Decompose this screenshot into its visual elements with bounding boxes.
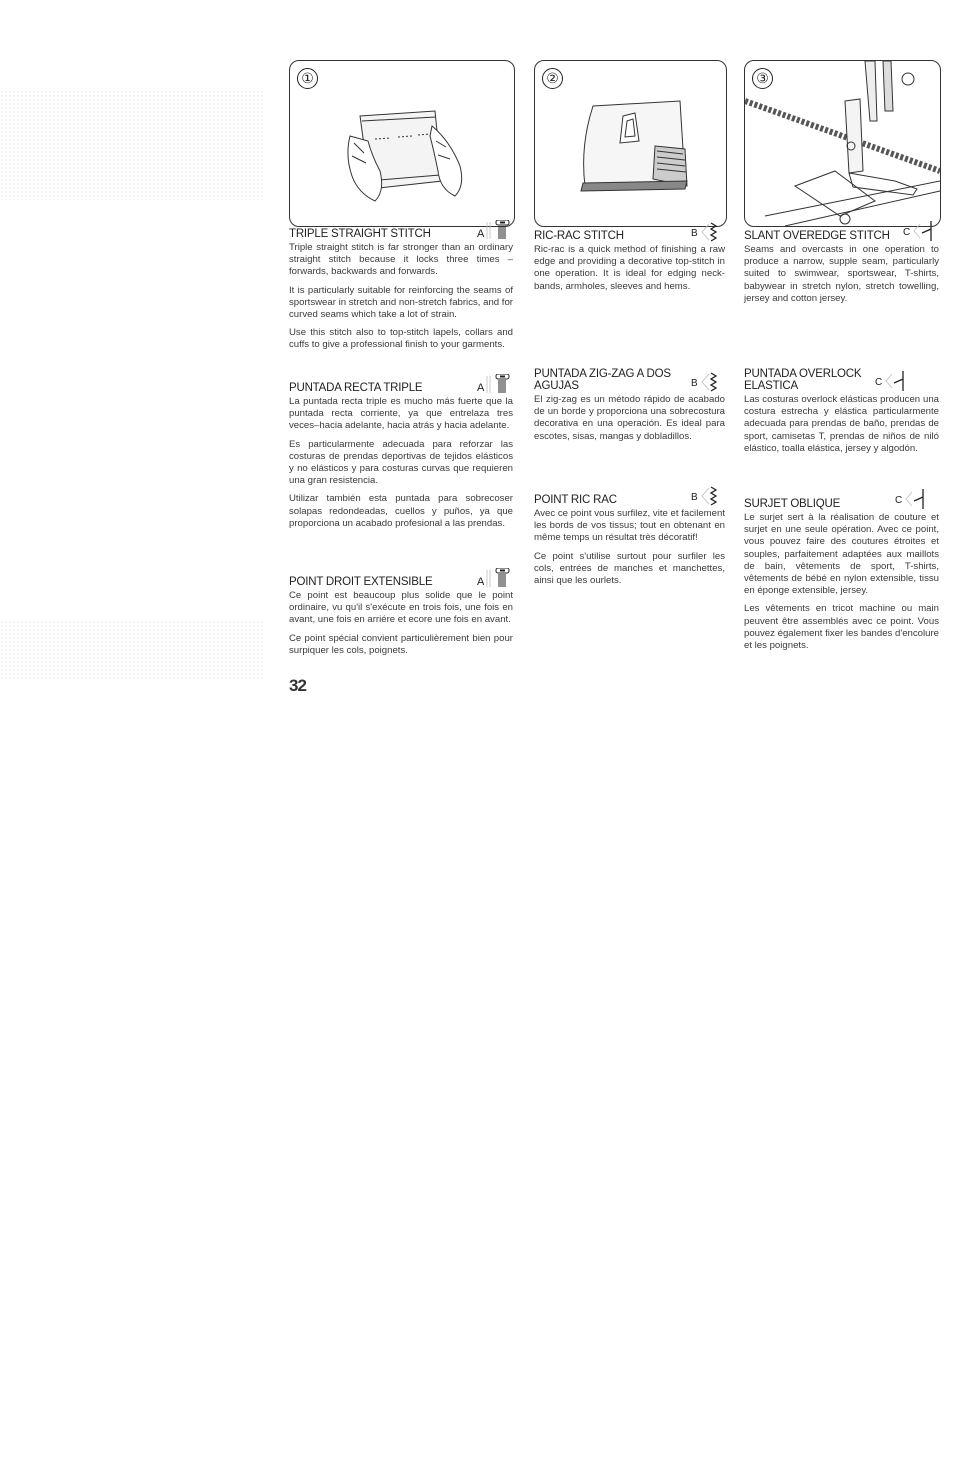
section-puntada-overlock [744,368,939,461]
heading-text: PUNTADA RECTA TRIPLE [289,382,423,394]
section-heading [744,495,939,510]
section-heading [534,230,725,242]
panel-number: ② [542,68,563,89]
section-ric-rac-stitch [534,230,725,299]
paragraph: Les vêtements en tricot machine ou main peuvent être assemblés avec ce point. Vous pouvez également fixer les bandes d'encolure et les poignets. [744,603,939,652]
heading-text: SLANT OVEREDGE STITCH [744,230,890,242]
fabric-hands-illustration [290,61,514,226]
scan-noise [0,620,265,680]
paragraph: Le surjet sert à la réalisation de couture et surjet en une seule opération. Avec ce point, vous pouvez faire des coutures étroites et souples, parfaitement adaptées aux maillots de bain, vêtements de sport, T-shirts, vêtements de bébé en nylon extensible, tissu en éponge extensible, jersey. [744,512,939,597]
stitch-letter: C [903,227,911,238]
paragraph: Seams and overcasts in one operation to produce a narrow, supple seam, particularly suited to swimwear, sportswear, T-shirts, babywear in stretch nylon, stretch towelling, jersey and cotton jersey. [744,244,939,304]
stitch-letter: B [691,492,698,503]
stitch-letter: A [477,382,485,394]
heading-text: SURJET OBLIQUE [744,498,841,510]
paragraph: Ce point s'utilise surtout pour surfiler les cols, entrées de manches et manchettes, ainsi que les ourlets. [534,550,725,587]
section-point-droit-extensible [289,576,513,663]
heading-text: POINT DROIT EXTENSIBLE [289,576,433,588]
heading-text: TRIPLE STRAIGHT STITCH [289,228,431,240]
section-slant-overedge-stitch [744,227,939,311]
section-heading [744,368,939,392]
heading-text: RIC-RAC STITCH [534,230,624,242]
section-puntada-zig-zag [534,368,725,449]
presser-foot-illustration [745,61,940,226]
section-heading [289,228,513,240]
paragraph: Use this stitch also to top-stitch lapels, collars and cuffs to give a professional finish to your garments. [289,327,513,351]
stitch-letter: B [691,378,698,389]
paragraph: Es particularmente adecuada para reforzar las costuras de prendas deportivas de tejidos elásticos y no elásticos y para costuras curvas que requieren una gran resistencia. [289,438,513,487]
ric-rac-stitch-icon [691,486,725,506]
page-number: 32 [289,676,306,695]
heading-text: POINT RIC RAC [534,494,617,506]
section-point-ric-rac [534,494,725,593]
folded-fabric-illustration [535,61,726,226]
triple-straight-stitch-icon [477,374,513,394]
stitch-letter: B [691,228,698,239]
paragraph: La puntada recta triple es mucho más fuerte que la puntada recta corriente, ya que entrelaza tres veces–hacia adelante, hacia atrás y hacia adelante. [289,396,513,432]
stitch-letter: C [875,377,883,388]
panel-number: ① [297,68,318,89]
paragraph: Triple straight stitch is far stronger than an ordinary straight stitch because it locks three times – forwards, backwards and forwards. [289,242,513,278]
section-surjet-oblique [744,495,939,658]
scan-noise [0,90,265,200]
section-triple-straight-stitch [289,228,513,358]
triple-straight-stitch-icon [477,568,513,588]
stitch-letter: A [477,576,485,588]
heading-text: PUNTADA ZIG-ZAG A DOS AGUJAS [534,368,671,392]
section-puntada-recta-triple [289,382,513,536]
section-heading [289,382,513,394]
triple-straight-stitch-icon [477,220,513,240]
overedge-stitch-icon [903,220,939,242]
paragraph: Ric-rac is a quick method of finishing a raw edge and providing a decorative top-stitch in one operation. It is ideal for edging neck-bands, armholes, sleeves and hems. [534,244,725,292]
paragraph: Las costuras overlock elásticas producen una costura estrecha y elástica particularmente adecuada para prendas de baño, prendas de sport, camisetas T, prendas de niños de niló elástico, toalla elástica, jersey y algodón. [744,394,939,454]
paragraph: El zig-zag es un método rápido de acabado de un borde y proporciona una sobrecostura decorativa en una operación. Es ideal para escotes, sisas, mangas y dobladillos. [534,394,725,442]
section-heading [534,494,725,506]
section-heading [534,368,725,392]
section-heading [744,227,939,242]
ric-rac-stitch-icon [691,372,725,392]
paragraph: It is particularly suitable for reinforcing the seams of sportswear in stretch and non-stretch fabrics, and for curved seams which take a lot of strain. [289,284,513,321]
illustration-panel-1 [289,60,515,227]
heading-text: PUNTADA OVERLOCK ELASTICA [744,368,862,392]
section-heading [289,576,513,588]
ric-rac-stitch-icon [691,222,725,242]
stitch-letter: A [477,228,485,240]
overedge-stitch-icon [895,488,931,510]
paragraph: Ce point est beaucoup plus solide que le point ordinaire, vu qu'il s'exécute en trois fois, une fois en avant, une fois en arriére et ecore une fois en avant. [289,590,513,626]
paragraph: Utilizar también esta puntada para sobrecoser solapas redondeadas, cuellos y puños, ya que proporciona un acabado profesional a las prendas. [289,493,513,529]
illustration-panel-2 [534,60,727,227]
panel-number: ③ [752,68,773,89]
paragraph: Ce point spécial convient particulièrement bien pour surpiquer les cols, poignets. [289,632,513,656]
stitch-letter: C [895,495,903,506]
paragraph: Avec ce point vous surfilez, vite et facilement les bords de vos tissus; tout en obtenant en même temps un résultat très décoratif! [534,508,725,544]
illustration-panel-3 [744,60,941,227]
overedge-stitch-icon [875,370,911,392]
